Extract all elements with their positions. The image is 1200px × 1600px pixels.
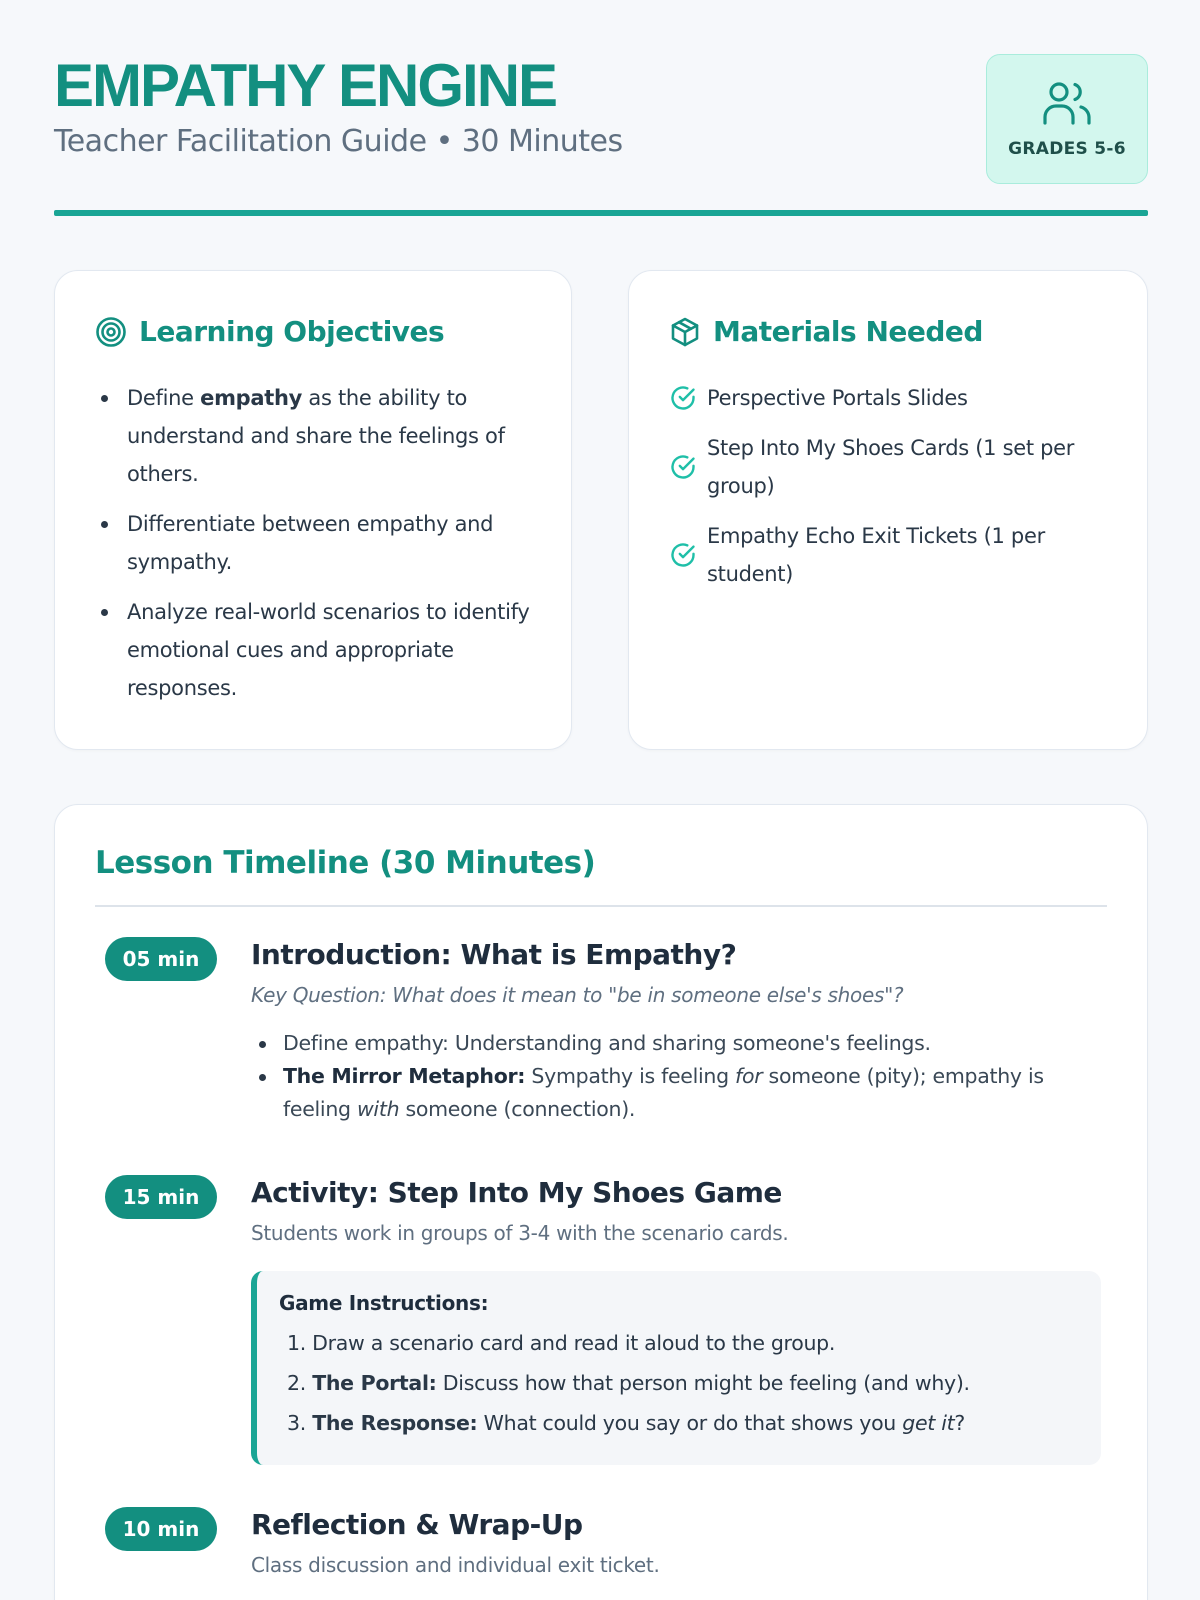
- material-text: Step Into My Shoes Cards (1 set per group): [707, 436, 1075, 498]
- timeline-heading: Lesson Timeline (30 Minutes): [95, 845, 596, 881]
- objectives-list: [127, 379, 537, 719]
- intro-bullets: [283, 1027, 1113, 1126]
- grade-label: GRADES 5-6: [1008, 139, 1126, 159]
- step-text: Discuss how that person might be feeling (and why).: [436, 1371, 970, 1395]
- bullet-text: Sympathy is feeling: [525, 1064, 736, 1088]
- bullet-emphasis: for: [735, 1064, 763, 1088]
- timeline-item-description: Class discussion and individual exit ticket.: [251, 1553, 660, 1577]
- bullet-emphasis: with: [356, 1097, 400, 1121]
- page-header: [54, 0, 1148, 216]
- duration-badge: 15 min: [105, 1175, 217, 1219]
- objective-text: as the ability to understand and share the feelings of others.: [127, 386, 505, 486]
- bullet-text: someone (pity); empathy is feeling: [283, 1064, 1044, 1121]
- learning-objectives-card: [54, 270, 572, 750]
- list-item: [283, 1060, 1113, 1126]
- game-instructions-box: [251, 1271, 1101, 1465]
- objectives-title: Learning Objectives: [139, 315, 445, 348]
- step-number: 3.: [287, 1411, 306, 1435]
- materials-heading: [669, 315, 983, 348]
- step-text: ?: [954, 1411, 965, 1435]
- timeline-item-body: [251, 1171, 1113, 1465]
- step-label: The Portal:: [312, 1371, 437, 1395]
- key-question: Key Question: What does it mean to "be in someone else's shoes"?: [251, 983, 904, 1007]
- list-item: [127, 379, 537, 493]
- timeline-divider: [95, 905, 1107, 907]
- list-item: [279, 1323, 1077, 1363]
- check-circle-icon: [669, 453, 697, 481]
- target-icon: [95, 316, 127, 348]
- bullet-label: The Mirror Metaphor:: [283, 1064, 526, 1088]
- duration-badge: 10 min: [105, 1507, 217, 1551]
- list-item: [127, 505, 537, 581]
- step-emphasis: get it: [902, 1411, 955, 1435]
- instructions-title: Game Instructions:: [279, 1291, 489, 1315]
- step-label: The Response:: [312, 1411, 478, 1435]
- timeline-item-body: [251, 1503, 1113, 1583]
- header-divider: [54, 210, 1148, 216]
- grade-badge: [986, 54, 1148, 184]
- check-circle-icon: [669, 541, 697, 569]
- materials-list: [669, 379, 1119, 605]
- page-title: EMPATHY ENGINE: [54, 52, 557, 119]
- objective-keyword: empathy: [200, 386, 303, 410]
- step-text: What could you say or do that shows you: [477, 1411, 903, 1435]
- bullet-text: Define empathy: Understanding and sharing someone's feelings.: [283, 1031, 931, 1055]
- material-text: Empathy Echo Exit Tickets (1 per student): [707, 524, 1045, 586]
- objective-text: Differentiate between empathy and sympathy.: [127, 512, 494, 574]
- objectives-heading: [95, 315, 444, 348]
- package-icon: [669, 316, 701, 348]
- materials-needed-card: [628, 270, 1148, 750]
- list-item: [279, 1403, 1077, 1443]
- timeline-item-description: Students work in groups of 3-4 with the scenario cards.: [251, 1221, 789, 1245]
- list-item: [669, 517, 1119, 593]
- list-item: [283, 1027, 1113, 1060]
- objective-text: Define: [127, 386, 201, 410]
- timeline-item-title: Introduction: What is Empathy?: [251, 938, 737, 971]
- list-item: [669, 379, 1119, 417]
- list-item: [279, 1363, 1077, 1403]
- list-item: [127, 593, 537, 707]
- check-circle-icon: [669, 384, 697, 412]
- timeline-item-title: Reflection & Wrap-Up: [251, 1508, 583, 1541]
- users-icon: [1041, 79, 1093, 127]
- lesson-timeline-card: [54, 804, 1148, 1600]
- list-item: [669, 429, 1119, 505]
- objective-text: Analyze real-world scenarios to identify emotional cues and appropriate responses.: [127, 600, 530, 700]
- duration-badge: 05 min: [105, 937, 217, 981]
- step-text: Draw a scenario card and read it aloud to the group.: [305, 1331, 836, 1355]
- step-number: 1.: [287, 1331, 306, 1355]
- materials-title: Materials Needed: [713, 315, 983, 348]
- bullet-text: someone (connection).: [399, 1097, 636, 1121]
- timeline-item-body: [251, 933, 1113, 1126]
- instructions-list: [279, 1323, 1077, 1443]
- lesson-guide-page: [54, 0, 1148, 1577]
- timeline-item-title: Activity: Step Into My Shoes Game: [251, 1176, 782, 1209]
- material-text: Perspective Portals Slides: [707, 386, 968, 410]
- page-subtitle: Teacher Facilitation Guide • 30 Minutes: [54, 124, 623, 159]
- step-number: 2.: [287, 1371, 306, 1395]
